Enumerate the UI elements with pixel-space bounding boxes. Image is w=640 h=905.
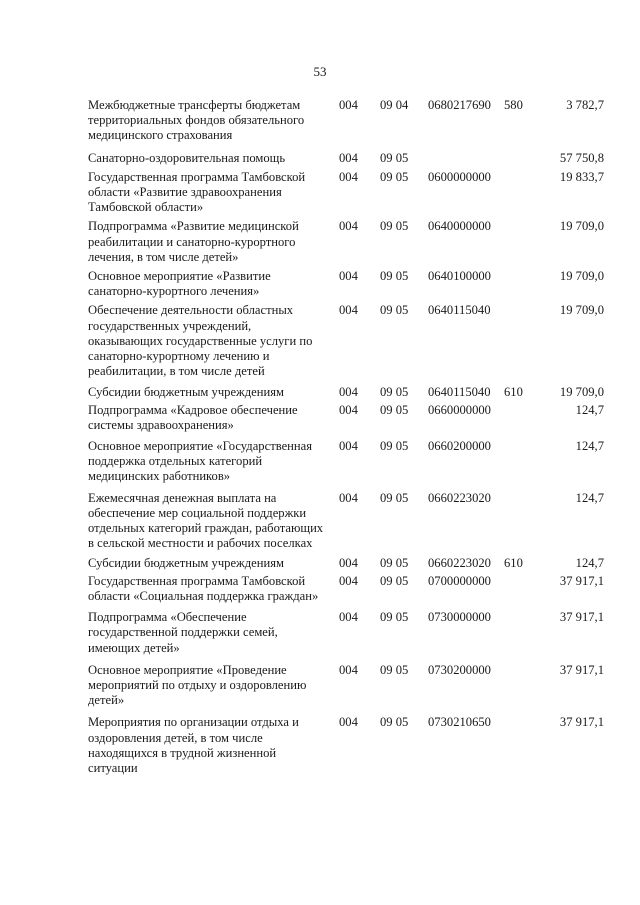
row-target-code: 0640000000 bbox=[428, 219, 491, 234]
row-target-code: 0660223020 bbox=[428, 556, 491, 571]
page-number: 53 bbox=[313, 64, 327, 79]
row-amount: 124,7 bbox=[575, 439, 604, 454]
row-ministry-code: 004 bbox=[339, 610, 358, 625]
row-expense-type: 610 bbox=[504, 556, 523, 571]
row-amount: 37 917,1 bbox=[559, 573, 604, 588]
row-target-code: 0700000000 bbox=[428, 573, 491, 588]
row-amount: 19 709,0 bbox=[559, 269, 604, 284]
row-amount: 124,7 bbox=[575, 490, 604, 505]
table-row bbox=[0, 303, 640, 379]
row-amount: 37 917,1 bbox=[559, 715, 604, 730]
row-ministry-code: 004 bbox=[339, 573, 358, 588]
row-ministry-code: 004 bbox=[339, 490, 358, 505]
row-ministry-code: 004 bbox=[339, 269, 358, 284]
row-section-code: 09 05 bbox=[380, 573, 409, 588]
row-section-code: 09 05 bbox=[380, 439, 409, 454]
row-amount: 19 709,0 bbox=[559, 385, 604, 400]
row-ministry-code: 004 bbox=[339, 715, 358, 730]
table-row bbox=[0, 151, 640, 166]
row-name: Субсидии бюджетным учреждениям bbox=[88, 556, 284, 571]
row-amount: 124,7 bbox=[575, 556, 604, 571]
row-target-code: 0640115040 bbox=[428, 385, 491, 400]
row-ministry-code: 004 bbox=[339, 169, 358, 184]
row-ministry-code: 004 bbox=[339, 219, 358, 234]
row-target-code: 0660000000 bbox=[428, 402, 491, 417]
row-amount: 57 750,8 bbox=[559, 150, 604, 165]
row-ministry-code: 004 bbox=[339, 402, 358, 417]
row-section-code: 09 05 bbox=[380, 219, 409, 234]
row-target-code: 0600000000 bbox=[428, 169, 491, 184]
row-amount: 37 917,1 bbox=[559, 662, 604, 677]
row-ministry-code: 004 bbox=[339, 98, 358, 112]
table-row bbox=[0, 219, 640, 265]
row-section-code: 09 05 bbox=[380, 303, 409, 318]
row-section-code: 09 05 bbox=[380, 169, 409, 184]
row-name: Санаторно-оздоровительная помощь bbox=[88, 150, 286, 165]
row-amount: 37 917,1 bbox=[559, 610, 604, 625]
row-target-code: 0640115040 bbox=[428, 303, 491, 318]
row-ministry-code: 004 bbox=[339, 303, 358, 318]
row-target-code: 0730000000 bbox=[428, 610, 491, 625]
table-row bbox=[0, 715, 640, 776]
row-name: Основное мероприятие «Проведение мероприятий по отдыху и оздоровлению детей» bbox=[88, 662, 307, 708]
row-expense-type: 610 bbox=[504, 385, 523, 400]
row-name: Подпрограмма «Развитие медицинской реабилитации и санаторно-курортного лечения, в том числе детей» bbox=[88, 219, 299, 264]
row-target-code: 0730200000 bbox=[428, 662, 491, 677]
row-name: Ежемесячная денежная выплата на обеспечение мер социальной поддержки отдельных категорий граждан, работающих в сельской местности и рабочих поселках bbox=[88, 490, 324, 551]
table-row bbox=[0, 610, 640, 656]
table-row bbox=[0, 574, 640, 604]
row-section-code: 09 05 bbox=[380, 715, 409, 730]
row-ministry-code: 004 bbox=[339, 439, 358, 454]
table-row bbox=[0, 170, 640, 216]
row-name: Обеспечение деятельности областных государственных учреждений, оказывающих государственные услуги по санаторно-курортному лечению и реабилитации, в том числе детей bbox=[88, 303, 313, 379]
budget-table bbox=[0, 98, 640, 776]
row-ministry-code: 004 bbox=[339, 556, 358, 571]
row-section-code: 09 05 bbox=[380, 662, 409, 677]
row-section-code: 09 05 bbox=[380, 490, 409, 505]
row-amount: 19 709,0 bbox=[559, 303, 604, 318]
row-ministry-code: 004 bbox=[339, 662, 358, 677]
row-name: Государственная программа Тамбовской области «Развитие здравоохранения Тамбовской области» bbox=[88, 169, 306, 215]
row-target-code: 0660200000 bbox=[428, 439, 491, 454]
row-section-code: 09 05 bbox=[380, 150, 409, 165]
row-ministry-code: 004 bbox=[339, 385, 358, 400]
row-amount: 124,7 bbox=[575, 402, 604, 417]
table-row bbox=[0, 556, 640, 571]
table-row bbox=[0, 491, 640, 552]
row-expense-type: 580 bbox=[504, 98, 523, 112]
row-section-code: 09 05 bbox=[380, 402, 409, 417]
row-amount: 19 709,0 bbox=[559, 219, 604, 234]
table-row bbox=[0, 439, 640, 485]
row-section-code: 09 05 bbox=[380, 269, 409, 284]
row-name: Подпрограмма «Кадровое обеспечение системы здравоохранения» bbox=[88, 402, 298, 432]
table-row bbox=[0, 385, 640, 400]
row-name: Межбюджетные трансферты бюджетам территориальных фондов обязательного медицинского страхования bbox=[88, 98, 305, 143]
row-section-code: 09 05 bbox=[380, 556, 409, 571]
row-target-code: 0640100000 bbox=[428, 269, 491, 284]
row-target-code: 0660223020 bbox=[428, 490, 491, 505]
row-target-code: 0680217690 bbox=[428, 98, 491, 112]
row-section-code: 09 05 bbox=[380, 610, 409, 625]
row-name: Подпрограмма «Обеспечение государственной поддержки семей, имеющих детей» bbox=[88, 610, 278, 655]
row-target-code: 0730210650 bbox=[428, 715, 491, 730]
table-row bbox=[0, 663, 640, 709]
table-row bbox=[0, 98, 640, 144]
row-ministry-code: 004 bbox=[339, 150, 358, 165]
row-name: Мероприятия по организации отдыха и оздоровления детей, в том числе находящихся в трудной жизненной ситуации bbox=[88, 715, 299, 775]
row-name: Субсидии бюджетным учреждениям bbox=[88, 385, 284, 400]
row-name: Основное мероприятие «Государственная поддержка отдельных категорий медицинских работников» bbox=[88, 439, 313, 484]
row-amount: 19 833,7 bbox=[559, 169, 604, 184]
row-name: Государственная программа Тамбовской области «Социальная поддержка граждан» bbox=[88, 573, 319, 603]
row-section-code: 09 05 bbox=[380, 385, 409, 400]
row-section-code: 09 04 bbox=[380, 98, 409, 112]
table-row bbox=[0, 269, 640, 299]
table-row bbox=[0, 403, 640, 433]
row-amount: 3 782,7 bbox=[566, 98, 604, 112]
row-name: Основное мероприятие «Развитие санаторно-курортного лечения» bbox=[88, 269, 271, 299]
